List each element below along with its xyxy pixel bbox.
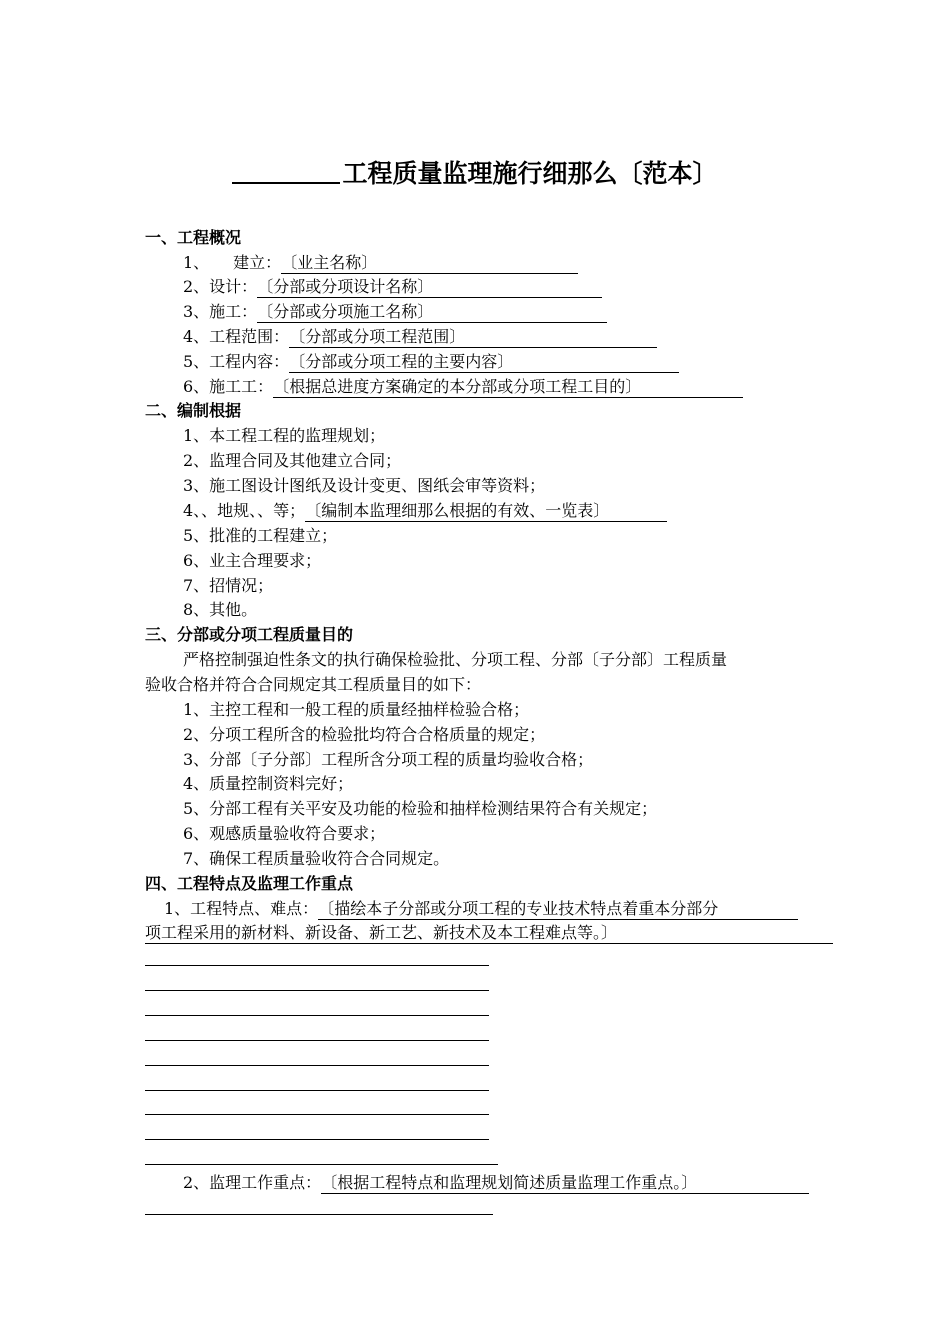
s2-item-6: 6、业主合理要求； bbox=[183, 551, 322, 570]
s4-item-1-label: 1、工程特点、难点： bbox=[164, 899, 319, 918]
s1-item-3 bbox=[183, 300, 607, 324]
s4-item-1-fill-b: 项工程采用的新材料、新设备、新工艺、新技术及本工程难点等。〕 bbox=[145, 923, 833, 944]
s1-item-5-fill: 〔分部或分项工程的主要内容〕 bbox=[289, 352, 679, 373]
blank-line bbox=[145, 990, 489, 991]
section-1-heading: 一、工程概况 bbox=[145, 228, 242, 247]
s1-item-1-fill: 〔业主名称〕 bbox=[281, 253, 578, 274]
s2-item-2: 2、监理合同及其他建立合同； bbox=[183, 451, 402, 470]
s1-item-5-label: 5、工程内容： bbox=[183, 352, 290, 371]
s1-item-2-label: 2、设计： bbox=[183, 277, 258, 296]
blank-line bbox=[145, 1015, 489, 1016]
s3-item-2: 2、分项工程所含的检验批均符合合格质量的规定； bbox=[183, 725, 546, 744]
s1-item-2 bbox=[183, 275, 602, 299]
document-title bbox=[0, 156, 950, 192]
blank-line bbox=[145, 1139, 489, 1140]
s2-item-5: 5、批准的工程建立； bbox=[183, 526, 338, 545]
s3-item-6: 6、观感质量验收符合要求； bbox=[183, 824, 386, 843]
s4-item-2 bbox=[183, 1171, 809, 1195]
s1-item-3-fill: 〔分部或分项施工名称〕 bbox=[257, 302, 607, 323]
blank-line bbox=[145, 965, 489, 966]
s4-item-2-fill: 〔根据工程特点和监理规划简述质量监理工作重点。〕 bbox=[321, 1173, 809, 1194]
s4-item-2-label: 2、监理工作重点： bbox=[183, 1173, 322, 1192]
s2-item-4-fill: 〔编制本监理细那么根据的有效、一览表〕 bbox=[305, 501, 667, 522]
section-4-heading: 四、工程特点及监理工作重点 bbox=[145, 874, 354, 893]
blank-line bbox=[145, 1164, 498, 1165]
s2-item-3: 3、施工图设计图纸及设计变更、图纸会审等资料； bbox=[183, 476, 546, 495]
s4-item-1-fill-a: 〔描绘本子分部或分项工程的专业技术特点着重本分部分 bbox=[318, 899, 798, 920]
s3-paragraph-line-2: 验收合格并符合合同规定其工程质量目的如下： bbox=[145, 675, 482, 694]
s3-item-4: 4、质量控制资料完好； bbox=[183, 774, 354, 793]
s3-item-7: 7、确保工程质量验收符合合同规定。 bbox=[183, 849, 450, 868]
s2-item-4-label: 4、、地规、、等； bbox=[183, 501, 306, 520]
s1-item-1-label: 1、 建立： bbox=[183, 253, 282, 272]
s3-item-5: 5、分部工程有关平安及功能的检验和抽样检测结果符合有关规定； bbox=[183, 799, 658, 818]
s1-item-1 bbox=[183, 251, 578, 275]
s3-item-1: 1、主控工程和一般工程的质量经抽样检验合格； bbox=[183, 700, 530, 719]
s1-item-6-fill: 〔根据总进度方案确定的本分部或分项工程工目的〕 bbox=[273, 377, 743, 398]
s1-item-6-label: 6、施工工： bbox=[183, 377, 274, 396]
s1-item-3-label: 3、施工： bbox=[183, 302, 258, 321]
s2-item-1: 1、本工程工程的监理规划； bbox=[183, 426, 386, 445]
section-3-heading: 三、分部或分项工程质量目的 bbox=[145, 625, 354, 644]
s1-item-2-fill: 〔分部或分项设计名称〕 bbox=[257, 277, 602, 298]
blank-line bbox=[145, 1114, 489, 1115]
s2-item-8: 8、其他。 bbox=[183, 600, 258, 619]
blank-line bbox=[145, 1040, 489, 1041]
s4-item-1 bbox=[164, 897, 798, 921]
blank-line bbox=[145, 1214, 493, 1215]
title-blank bbox=[232, 156, 340, 184]
s3-paragraph-line-1: 严格控制强迫性条文的执行确保检验批、分项工程、分部〔子分部〕工程质量 bbox=[183, 650, 728, 669]
title-text: 工程质量监理施行细那么〔范本〕 bbox=[342, 159, 718, 188]
blank-line bbox=[145, 1090, 489, 1091]
s2-item-7: 7、招情况； bbox=[183, 576, 274, 595]
s1-item-5 bbox=[183, 350, 679, 374]
s1-item-4 bbox=[183, 325, 657, 349]
section-2-heading: 二、编制根据 bbox=[145, 401, 242, 420]
s3-item-3: 3、分部〔子分部〕工程所含分项工程的质量均验收合格； bbox=[183, 750, 594, 769]
s1-item-4-label: 4、工程范围： bbox=[183, 327, 290, 346]
s1-item-4-fill: 〔分部或分项工程范围〕 bbox=[289, 327, 657, 348]
s1-item-6 bbox=[183, 375, 743, 399]
s2-item-4 bbox=[183, 499, 667, 523]
blank-line bbox=[145, 1065, 489, 1066]
s4-item-1-continued bbox=[145, 921, 833, 945]
